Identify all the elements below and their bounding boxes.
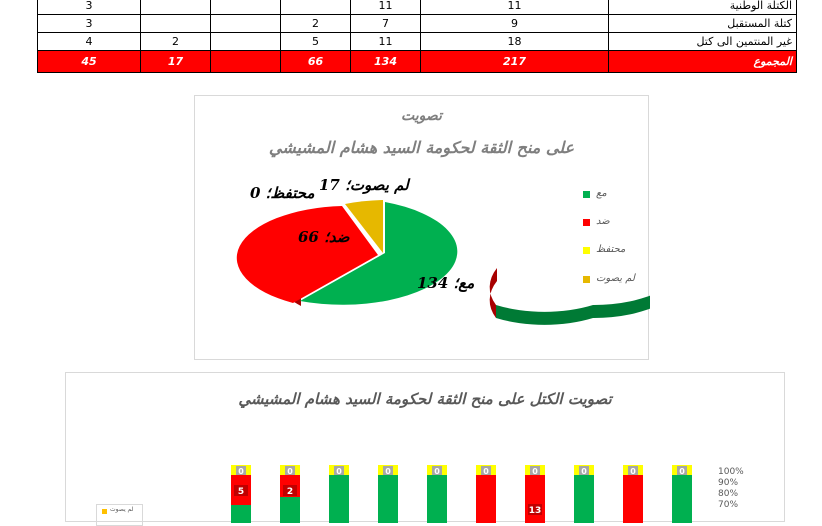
total-cell: [211, 51, 281, 73]
legend-label: محتفظ: [596, 244, 626, 255]
pct-label-80: 80%: [718, 489, 739, 499]
table-cell: 2: [141, 33, 211, 51]
bar-segment-with: [231, 505, 251, 523]
total-row: [38, 51, 797, 73]
total-cell: 17: [141, 51, 211, 73]
bar-segment-main: [378, 475, 398, 523]
table-cell: 3: [38, 15, 141, 33]
pie-label-abstain: محتفظ؛ 0: [250, 184, 315, 202]
bar-segment-main: [427, 475, 447, 523]
table-cell: 18: [421, 33, 609, 51]
pie-title: تصويت: [401, 108, 442, 124]
bar-chart-svg: [66, 373, 786, 523]
bar-top-label: 0: [336, 467, 342, 476]
bar-top-label: 0: [532, 467, 538, 476]
total-cell: 217: [421, 51, 609, 73]
bloc-name: غير المنتمين الى كتل: [609, 33, 797, 51]
bar-segment-main: [476, 475, 496, 523]
table-cell: 7: [351, 15, 421, 33]
legend-label: مع: [596, 188, 607, 199]
vote-table: [37, 0, 797, 73]
pie-subtitle: على منح الثقة لحكومة السيد هشام المشيشي: [268, 138, 575, 157]
bar-mid-label: 2: [286, 487, 294, 497]
bar-top-label: 0: [434, 467, 440, 476]
bar-column: [231, 465, 251, 523]
total-label: المجموع: [609, 51, 797, 73]
bar-mid-label: 5: [237, 487, 245, 497]
pct-label-100: 100%: [718, 467, 744, 477]
bar-column: [623, 465, 643, 523]
pie-chart-svg: [195, 96, 650, 361]
table-cell: [141, 0, 211, 15]
legend-item-against: [583, 216, 653, 230]
bar-segment-main: [574, 475, 594, 523]
table-row: [38, 15, 797, 33]
legend-swatch: [583, 191, 590, 198]
bar-top-label: 0: [385, 467, 391, 476]
bar-segment-with: [280, 497, 300, 523]
table-row: [38, 0, 797, 15]
bar-legend-label: لم يصوت: [110, 506, 134, 513]
legend-label: ضد: [596, 216, 610, 227]
bar-top-label: 0: [630, 467, 636, 476]
total-cell: 134: [351, 51, 421, 73]
table-cell: 4: [38, 33, 141, 51]
bar-column: [427, 465, 447, 523]
table-cell: 11: [351, 0, 421, 15]
legend-item-novote: [583, 273, 653, 287]
table-cell: 5: [281, 33, 351, 51]
bar-column: [476, 465, 496, 523]
pie-chart-panel: [194, 95, 649, 360]
bar-chart-title: تصويت الكتل على منح الثقة لحكومة السيد هشام المشيشي: [238, 390, 612, 408]
table-cell: 11: [351, 33, 421, 51]
pie-side-against: [490, 268, 497, 318]
legend-swatch: [583, 276, 590, 283]
bar-column: [280, 465, 300, 523]
bar-column: [672, 465, 692, 523]
pie-label-against: ضد؛ 66: [298, 228, 350, 246]
bloc-name: كتلة المستقبل: [609, 15, 797, 33]
legend-swatch: [583, 247, 590, 254]
table-cell: 11: [421, 0, 609, 15]
bar-chart-panel: [65, 372, 785, 522]
pie-label-with: مع؛ 134: [417, 274, 475, 292]
pie-label-novote: لم يصوت؛ 17: [319, 176, 409, 194]
legend-swatch: [583, 219, 590, 226]
bar-top-label: 0: [679, 467, 685, 476]
table-cell: [281, 0, 351, 15]
table-cell: [211, 0, 281, 15]
legend-item-abstain: [583, 244, 653, 258]
bar-column: [525, 465, 545, 523]
bar-top-label: 0: [238, 467, 244, 476]
bar-top-label: 0: [287, 467, 293, 476]
total-cell: 66: [281, 51, 351, 73]
bar-column: [329, 465, 349, 523]
table-cell: [141, 15, 211, 33]
pct-label-70: 70%: [718, 500, 739, 510]
legend-label: لم يصوت: [596, 273, 635, 284]
table-cell: [211, 15, 281, 33]
table-cell: 9: [421, 15, 609, 33]
bar-top-label: 0: [581, 467, 587, 476]
bar-segment-main: [329, 475, 349, 523]
bar-mid-label: 13: [528, 506, 542, 516]
bar-segment-main: [623, 475, 643, 523]
table-cell: 3: [38, 0, 141, 15]
bar-column: [574, 465, 594, 523]
pct-label-90: 90%: [718, 478, 739, 488]
bloc-name: الكتلة الوطنية: [609, 0, 797, 15]
bar-top-label: 0: [483, 467, 489, 476]
legend-item-with: [583, 188, 653, 202]
table-row: [38, 33, 797, 51]
total-cell: 45: [38, 51, 141, 73]
table-cell: 2: [281, 15, 351, 33]
table-cell: [211, 33, 281, 51]
pie-side-with: [496, 255, 650, 325]
bar-legend: [96, 504, 143, 526]
bar-segment-main: [672, 475, 692, 523]
bar-column: [378, 465, 398, 523]
